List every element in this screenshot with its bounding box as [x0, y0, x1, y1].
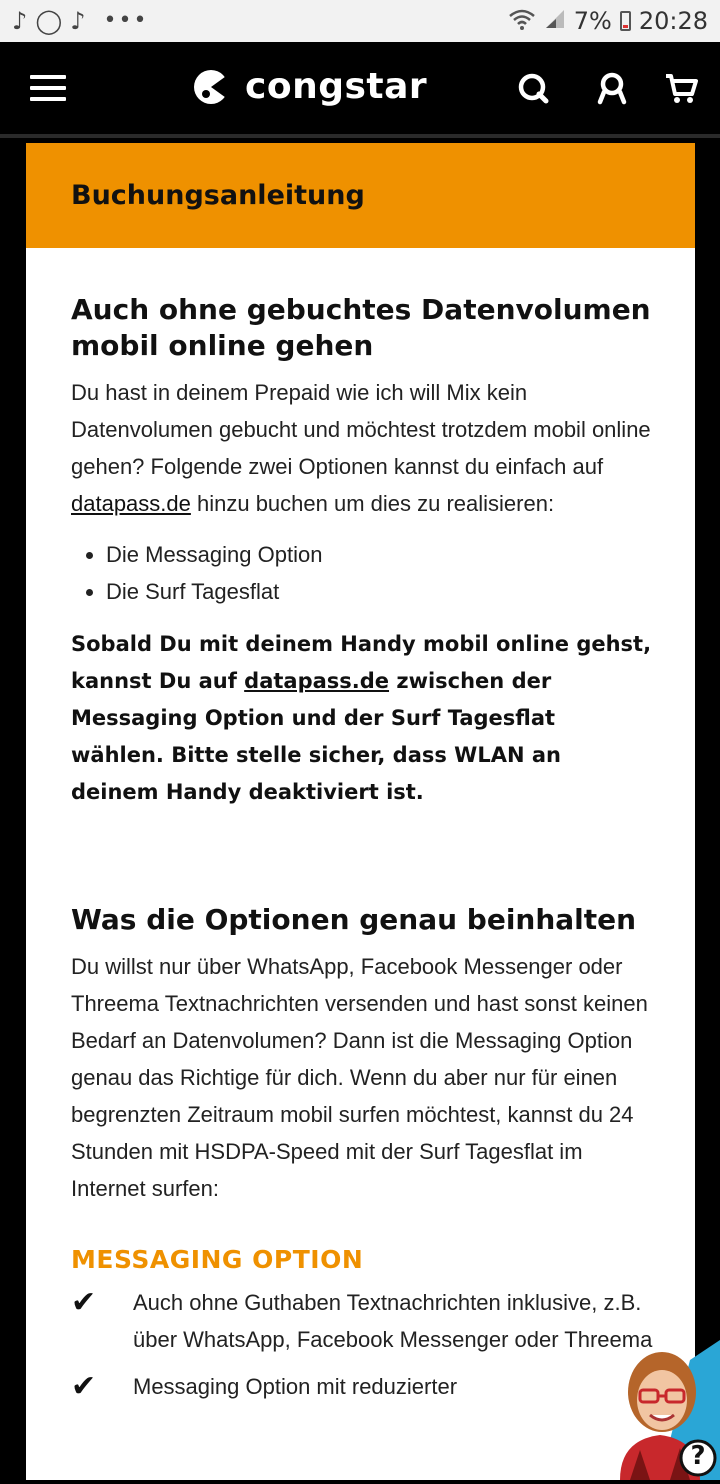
wifi-icon	[508, 8, 536, 34]
help-question-mark[interactable]: ?	[690, 1441, 706, 1471]
section2-title: Was die Optionen genau beinhalten	[71, 903, 637, 936]
datapass-link[interactable]: datapass.de	[71, 491, 191, 516]
search-icon[interactable]	[515, 70, 551, 106]
banner-title: Buchungsanleitung	[26, 143, 695, 248]
list-item: • Die Surf Tagesflat	[106, 573, 655, 610]
list-item	[71, 1368, 655, 1405]
list-item: • Die Messaging Option	[106, 536, 655, 573]
section1-note	[71, 626, 655, 811]
more-notifications-icon: •••	[103, 8, 149, 33]
cart-icon[interactable]	[664, 70, 700, 106]
section1-paragraph	[71, 374, 655, 522]
battery-percent: 7%	[573, 7, 612, 35]
menu-icon[interactable]	[30, 75, 66, 101]
logo-text: congstar	[245, 66, 428, 107]
section1-text-a: Du hast in deinem Prepaid wie ich will Mix kein Datenvolumen gebucht und möchtest trotzdem mobil online gehen? Folgende zwei Optionen kannst du einfach auf	[71, 380, 651, 479]
check-icon: ✔	[71, 1285, 97, 1320]
check-text: Messaging Option mit reduzierter	[133, 1374, 458, 1399]
tiktok-icon: ♪	[12, 7, 28, 35]
congstar-logo-mark-icon	[193, 69, 229, 105]
tiktok-icon-2: ♪	[70, 7, 86, 35]
content-body	[26, 292, 695, 1405]
section1-text-b: hinzu buchen um dies zu realisieren:	[190, 491, 555, 516]
status-left	[12, 9, 148, 33]
messaging-option-title: MESSAGING OPTION	[71, 1245, 364, 1274]
battery-icon	[620, 11, 631, 31]
options-list	[71, 536, 655, 610]
whatsapp-icon: ◯	[35, 7, 63, 35]
section1-title: Auch ohne gebuchtes Datenvolumen mobil online gehen	[71, 293, 651, 362]
congstar-logo[interactable]	[193, 66, 427, 107]
datapass-link-2[interactable]: datapass.de	[244, 669, 390, 693]
help-assistant-avatar[interactable]	[600, 1330, 720, 1480]
check-icon: ✔	[71, 1369, 97, 1404]
note-text-b: zwischen der Messaging Option und der Surf Tagesflat wählen. Bitte stelle sicher, dass WLAN an deinem Handy deaktiviert ist.	[71, 669, 561, 804]
list-item	[71, 1284, 655, 1358]
status-bar	[0, 0, 720, 42]
status-right	[508, 7, 708, 35]
site-header	[0, 42, 720, 138]
signal-icon	[544, 8, 566, 34]
content-card	[26, 143, 695, 1480]
check-text: Auch ohne Guthaben Textnachrichten inklusive, z.B. über WhatsApp, Facebook Messenger oder Threema	[133, 1290, 653, 1352]
clock: 20:28	[638, 7, 708, 35]
section2-paragraph: Du willst nur über WhatsApp, Facebook Messenger oder Threema Textnachrichten versenden und hast sonst keinen Bedarf an Datenvolumen? Dann ist die Messaging Option genau das Richtige für dich. Wenn du aber nur für einen begrenzten Zeitraum mobil surfen möchtest, kannst du 24 Stunden mit HSDPA-Speed mit der Surf Tagesflat im Internet surfen:	[71, 954, 648, 1201]
user-account-icon[interactable]	[594, 70, 630, 106]
note-text-a: Sobald Du mit deinem Handy mobil online gehst, kannst Du auf	[71, 632, 652, 693]
